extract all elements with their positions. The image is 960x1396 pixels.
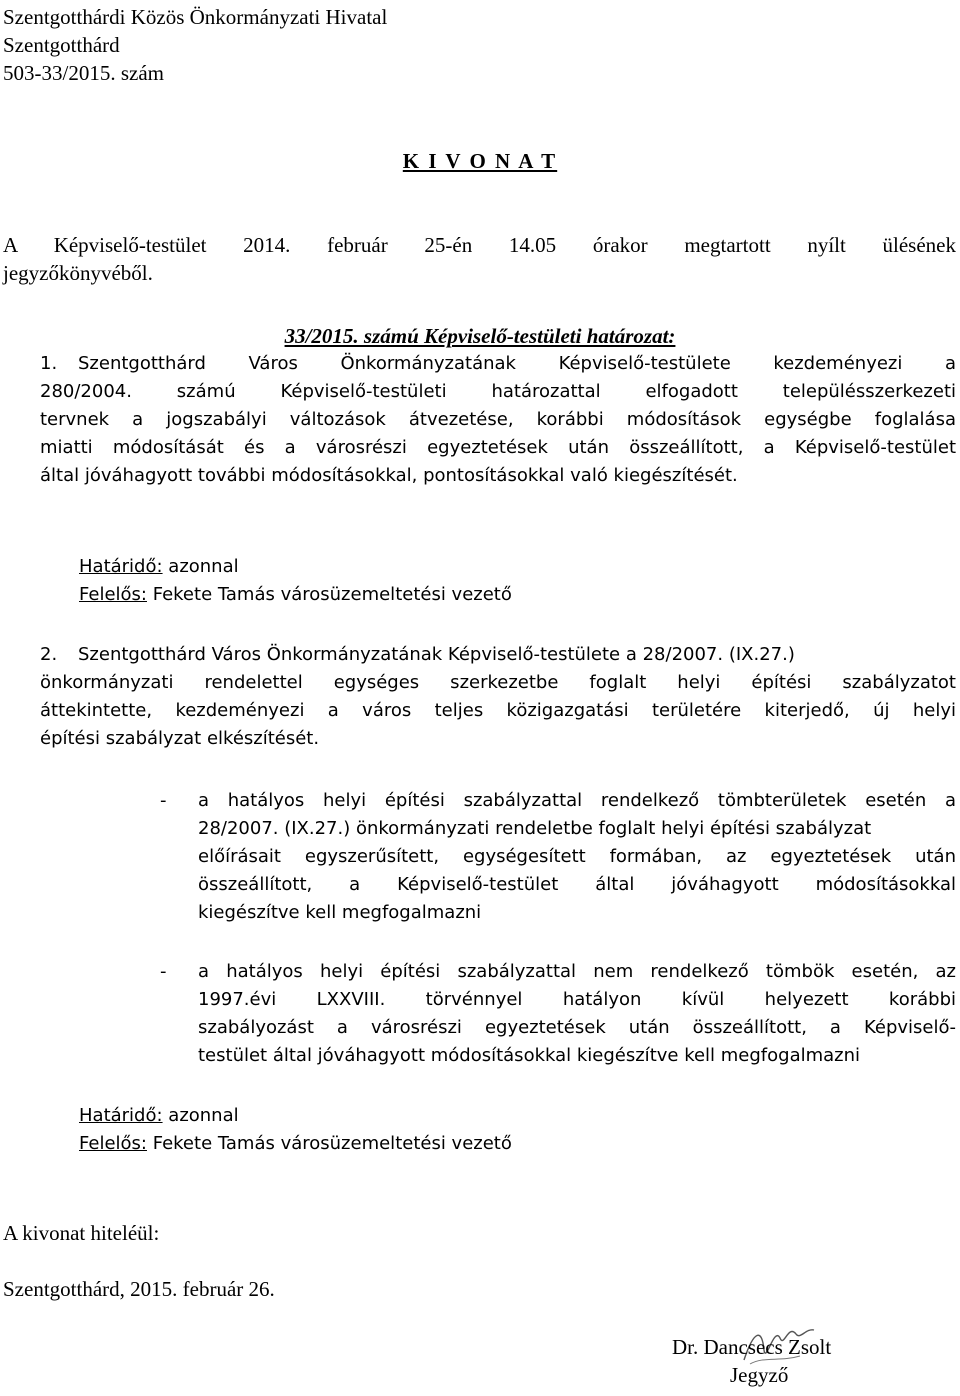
resolution-title: 33/2015. számú Képviselő-testületi határozat: (284, 324, 676, 348)
responsible-value: Fekete Tamás városüzemeltetési vezető (146, 584, 512, 605)
bullet-line: testület által jóváhagyott módosításokkal kiegészítve kell megfogalmazni (198, 1045, 861, 1066)
responsible-label: Felelős: (79, 584, 147, 605)
responsible-1 (79, 581, 512, 609)
bullet-dash: - (160, 790, 167, 811)
deadline-label: Határidő: (79, 1105, 163, 1126)
item-line: 280/2004. számú Képviselő-testületi határozattal elfogadott településszerkezeti (40, 381, 956, 402)
intro-line-1: A Képviselő-testület 2014. február 25-én 14.05 órakor megtartott nyílt ülésének (3, 233, 956, 257)
bullet-2 (160, 958, 956, 1070)
bullet-line: előírásait egyszerűsített, egységesített formában, az egyeztetések után (198, 846, 956, 867)
item-line: tervnek a jogszabályi változások átvezetése, korábbi módosítások egységbe foglalása (40, 409, 956, 430)
bullet-line: a hatályos helyi építési szabályzattal rendelkező tömbterületek esetén a (198, 790, 956, 811)
bullet-line: összeállított, a Képviselő-testület által jóváhagyott módosításokkal (198, 874, 956, 895)
document-title (0, 147, 960, 175)
deadline-value: azonnal (162, 1105, 239, 1126)
item-line: miatti módosítását és a városrészi egyeztetések után összeállított, a Képviselő-testület (40, 437, 956, 458)
bullet-line: 28/2007. (IX.27.) önkormányzati rendeletbe foglalt helyi építési szabályzat (198, 818, 872, 839)
document-header (3, 3, 387, 87)
deadline-2 (79, 1102, 239, 1130)
resolution-item-2 (40, 641, 956, 753)
certification-label: A kivonat hiteléül: (3, 1221, 160, 1245)
signer-role: Jegyző (730, 1363, 789, 1387)
intro-line-2: jegyzőkönyvéből. (3, 261, 153, 285)
bullet-line: a hatályos helyi építési szabályzattal nem rendelkező tömbök esetén, az (198, 961, 956, 982)
office-name: Szentgotthárdi Közös Önkormányzati Hivatal (3, 5, 388, 29)
bullet-line: kiegészítve kell megfogalmazni (198, 902, 482, 923)
bullet-dash: - (160, 961, 167, 982)
resolution-item-1 (40, 350, 956, 490)
bullet-line: szabályozást a városrészi egyeztetések után összeállított, a Képviselő- (198, 1017, 956, 1038)
item-line: építési szabályzat elkészítését. (40, 728, 320, 749)
bullet-1 (160, 787, 956, 927)
signer-name: Dr. Dancsecs Zsolt (672, 1335, 832, 1359)
item-line: Szentgotthárd Város Önkormányzatának Képviselő-testülete kezdeményezi a (78, 353, 956, 374)
item-line: által jóváhagyott további módosításokkal, pontosításokkal való kiegészítését. (40, 465, 738, 486)
city-name: Szentgotthárd (3, 33, 120, 57)
title-text: K I V O N A T (402, 149, 558, 173)
item-line: áttekintette, kezdeményezi a város teljes közigazgatási területére kiterjedő, új helyi (40, 700, 956, 721)
intro-paragraph (3, 231, 956, 287)
item-line: önkormányzati rendelettel egységes szerkezetbe foglalt helyi építési szabályzatot (40, 672, 956, 693)
place-and-date: Szentgotthárd, 2015. február 26. (3, 1277, 275, 1301)
deadline-value: azonnal (162, 556, 239, 577)
signature-block (672, 1333, 882, 1389)
deadline-label: Határidő: (79, 556, 163, 577)
responsible-2 (79, 1130, 512, 1158)
item-line: Szentgotthárd Város Önkormányzatának Képviselő-testülete a 28/2007. (IX.27.) (78, 644, 795, 665)
responsible-value: Fekete Tamás városüzemeltetési vezető (146, 1133, 512, 1154)
document-number: 503-33/2015. szám (3, 61, 164, 85)
responsible-label: Felelős: (79, 1133, 147, 1154)
deadline-1 (79, 553, 239, 581)
bullet-line: 1997.évi LXXVIII. törvénnyel hatályon kívül helyezett korábbi (198, 989, 956, 1010)
item-number: 2. (40, 644, 58, 665)
item-number: 1. (40, 353, 58, 374)
